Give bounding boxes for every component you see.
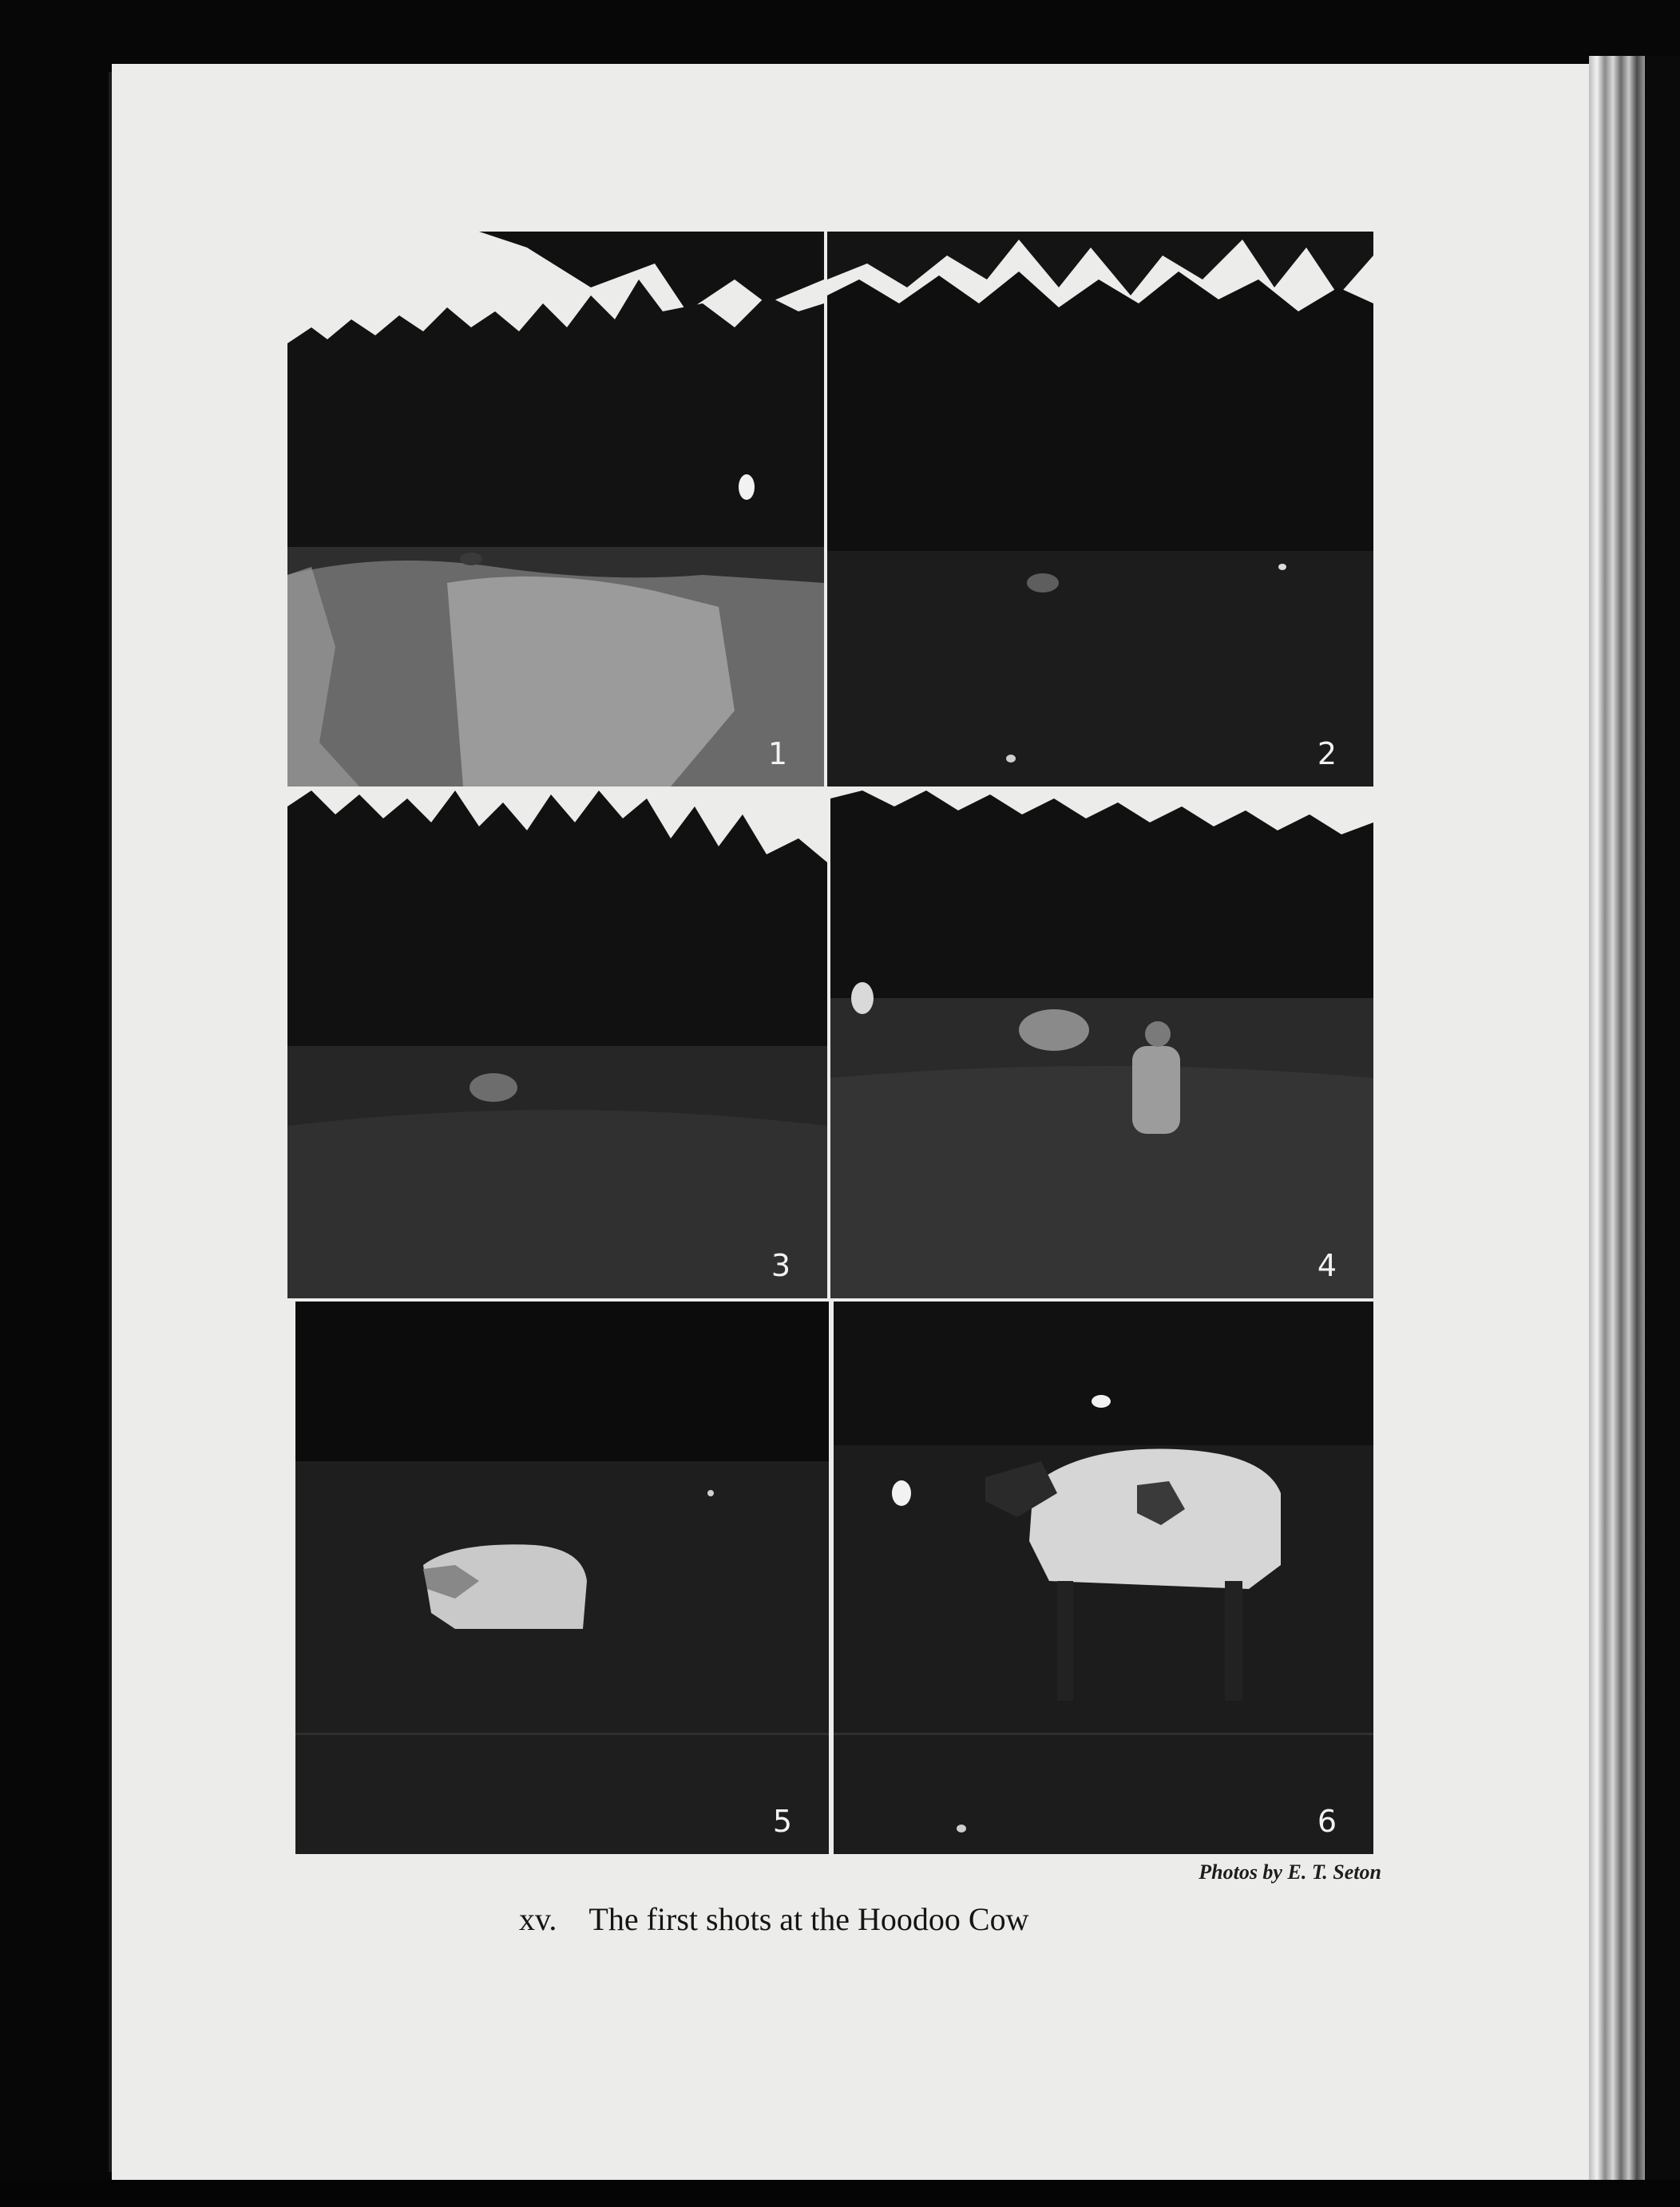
photo-1 [287,232,824,787]
photo-3-image [287,790,827,1298]
scan-border-bottom [0,2180,1680,2207]
photo-1-image [287,232,824,787]
photo-6-image [834,1302,1373,1854]
photo-6 [834,1302,1373,1854]
book-binding-edge [1589,56,1645,2207]
photo-2 [827,232,1373,787]
photo-2-image [827,232,1373,787]
photo-number: 2 [1317,736,1337,771]
photo-4 [830,790,1373,1298]
photo-number: 3 [771,1248,790,1283]
photo-4-image [830,790,1373,1298]
photo-plate [287,232,1373,1854]
photo-credit: Photos by E. T. Seton [1199,1860,1381,1884]
photo-number: 1 [767,736,787,771]
photo-3 [287,790,827,1298]
caption-text: The first shots at the Hoodoo Cow [588,1901,1029,1937]
scan-border-right [1645,56,1680,2207]
photo-number: 5 [772,1804,792,1839]
photo-number: 6 [1317,1804,1337,1839]
plate-caption [519,1900,1028,1938]
page-fold-line [109,72,112,2172]
plate-number: xv. [519,1901,557,1937]
photo-5 [295,1302,829,1854]
photo-5-image [295,1302,829,1854]
photo-number: 4 [1317,1248,1337,1283]
